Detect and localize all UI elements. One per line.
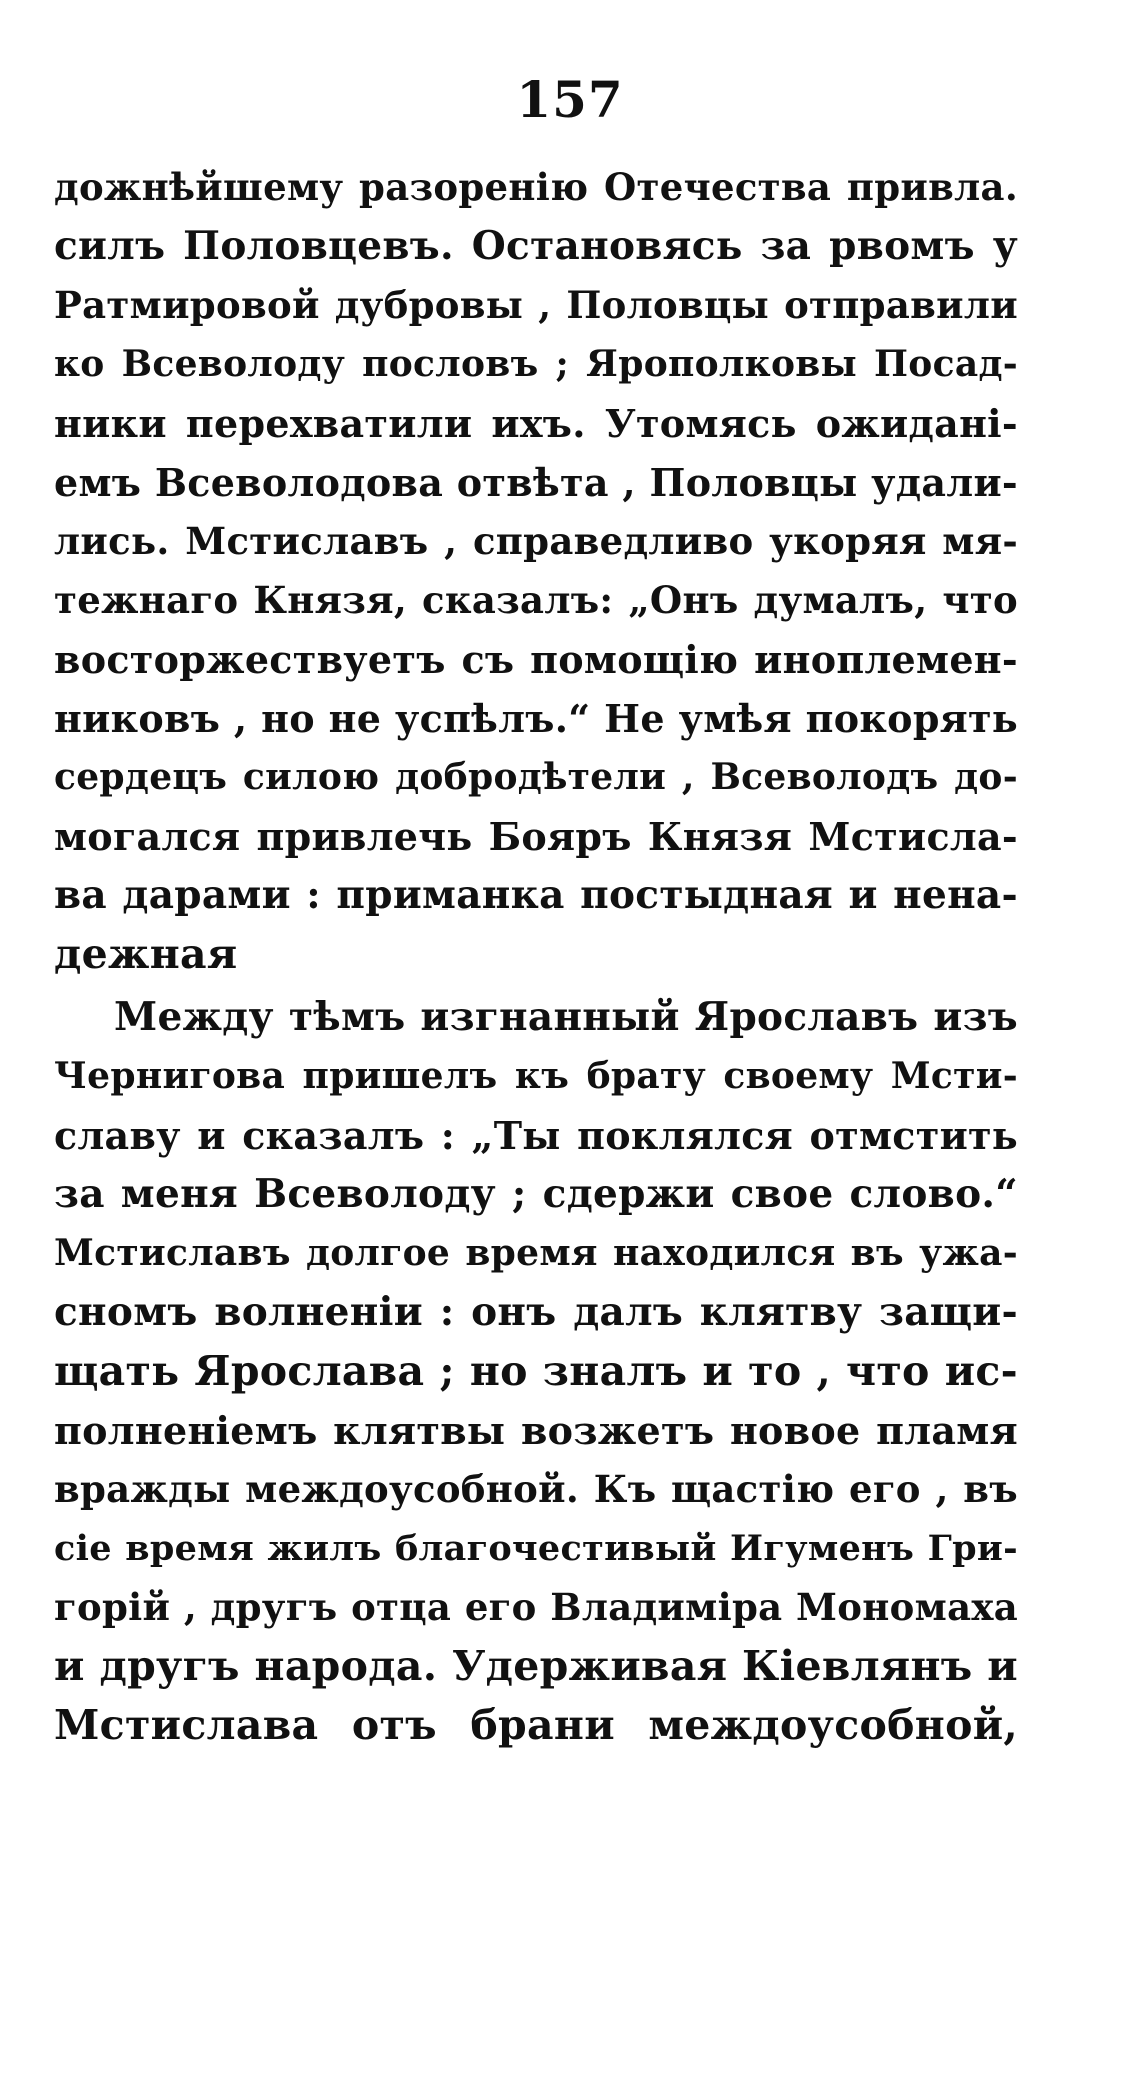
text-line: Мстиславъ долгое время находился въ ужа-	[54, 1232, 1018, 1274]
text-line: щать Ярослава ; но зналъ и то , что ис-	[54, 1347, 1018, 1395]
text-line: тежнаго Князя, сказалъ: „Онъ думалъ, что	[54, 578, 1018, 622]
body-text	[54, 158, 1018, 1755]
text-line: дежная	[54, 930, 238, 978]
page-number: 157	[516, 70, 624, 129]
text-line: дожнѣйшему разоренію Отечества привла.	[54, 165, 1018, 209]
text-line: емъ Всеволодова отвѣта , Половцы удали-	[54, 460, 1018, 505]
text-line: сномъ волненіи : онъ далъ клятву защи-	[54, 1289, 1018, 1335]
text-line: Чернигова пришелъ къ брату своему Мсти-	[54, 1055, 1018, 1097]
text-line: за меня Всеволоду ; сдержи свое слово.“	[54, 1171, 1018, 1217]
text-line: Ратмировой дубровы , Половцы отправили	[54, 283, 1018, 327]
text-line: ко Всеволоду пословъ ; Ярополковы Посад-	[54, 343, 1018, 385]
text-line: Мстислава отъ брани междоусобной,	[54, 1701, 1018, 1749]
text-line: сердецъ силою добродѣтели , Всеволодъ до-	[54, 756, 1018, 798]
text-line: вражды междоусобной. Къ щастію его , въ	[54, 1467, 1018, 1511]
text-line: и другъ народа. Удерживая Кіевлянъ и	[54, 1642, 1018, 1690]
text-line: силъ Половцевъ. Остановясь за рвомъ у	[54, 223, 1018, 269]
text-line: могался привлечь Бояръ Князя Мстисла-	[54, 814, 1018, 859]
text-line: восторжествуетъ съ помощію иноплемен-	[54, 637, 1018, 682]
text-line: ва дарами : приманка постыдная и нена-	[54, 872, 1018, 918]
text-line: полненіемъ клятвы возжетъ новое пламя	[54, 1408, 1018, 1453]
text-line: Между тѣмъ изгнанный Ярославъ изъ	[114, 994, 1018, 1040]
text-line: сіе время жилъ благочестивый Игуменъ Гри-	[54, 1528, 1018, 1569]
text-line: лись. Мстиславъ , справедливо укоряя мя-	[54, 519, 1018, 563]
text-line: славу и сказалъ : „Ты поклялся отмстить	[54, 1113, 1018, 1158]
text-line: ники перехватили ихъ. Утомясь ожидані-	[54, 401, 1018, 446]
text-line: никовъ , но не успѣлъ.“ Не умѣя покорять	[54, 696, 1018, 741]
text-line: горій , другъ отца его Владиміра Мономаха	[54, 1585, 1018, 1629]
